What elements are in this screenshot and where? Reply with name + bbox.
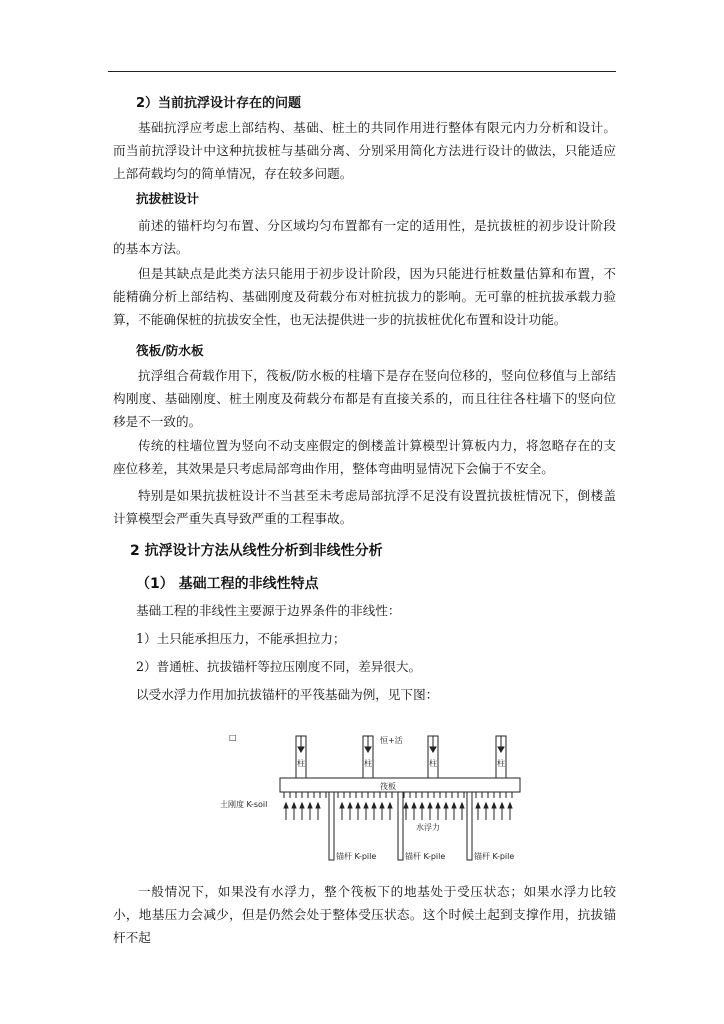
paragraph-6: 特别是如果抗拔桩设计不当甚至未考虑局部抗浮不足没有设置抗拔桩情况下，倒楼盖计算模型会严重失真导致严重的工程事故。 bbox=[113, 488, 616, 526]
water-arrow bbox=[412, 803, 416, 820]
paragraph-9: 一般情况下，如果没有水浮力，整个筏板下的地基处于受压状态；如果水浮力比较小，地基压力会减少，但是仍然会处于整体受压状态。这个时候土起到支撑作用，抗拔锚杆不起 bbox=[113, 884, 616, 945]
water-arrow bbox=[372, 803, 376, 820]
water-arrow bbox=[340, 803, 344, 820]
paragraph-7: 基础工程的非线性主要源于边界条件的非线性： bbox=[136, 603, 401, 618]
anchor-label-3: 锚杆 K-pile bbox=[474, 852, 515, 861]
water-arrow bbox=[452, 803, 456, 820]
heading-2: 2 抗浮设计方法从线性分析到非线性分析 bbox=[130, 543, 383, 559]
water-arrow bbox=[356, 803, 360, 820]
raft-slab bbox=[280, 778, 520, 792]
figure-marker: □ bbox=[229, 733, 237, 742]
paragraph-2: 前述的锚杆均匀布置、分区域均匀布置都有一定的适用性，是抗拔桩的初步设计阶段的基本方法。 bbox=[113, 218, 616, 256]
list-item-2: 2）普通桩、抗拔锚杆等拉压刚度不同，差异很大。 bbox=[136, 659, 422, 674]
heading-3: （1） 基础工程的非线性特点 bbox=[136, 576, 319, 592]
anchors bbox=[329, 792, 472, 860]
water-arrow bbox=[348, 803, 352, 820]
water-arrow bbox=[300, 803, 304, 820]
water-arrow bbox=[316, 803, 320, 820]
subheading-raft: 筏板/防水板 bbox=[136, 343, 204, 358]
water-arrow bbox=[420, 803, 424, 820]
column-label-2: 柱 bbox=[364, 759, 372, 768]
water-arrow bbox=[484, 803, 488, 820]
water-arrow bbox=[388, 803, 392, 820]
paragraph-5: 传统的柱墙位置为竖向不动支座假定的倒楼盖计算模型计算板内力，将忽略存在的支座位移差，其效果是只考虑局部弯曲作用，整体弯曲明显情况下会偏于不安全。 bbox=[113, 438, 616, 476]
paragraph-4: 抗浮组合荷载作用下，筏板/防水板的柱墙下是存在竖向位移的，竖向位移值与上部结构刚度、基础刚度、桩土刚度及荷载分布都是有直接关系的，而且往往各柱墙下的竖向位移是不一致的。 bbox=[113, 368, 616, 429]
header-rule bbox=[108, 71, 616, 72]
load-label: 恒+活 bbox=[380, 736, 403, 745]
section-heading: 2）当前抗浮设计存在的问题 bbox=[136, 96, 302, 111]
water-arrow bbox=[364, 803, 368, 820]
water-arrow bbox=[308, 803, 312, 820]
anchor-label-2: 锚杆 K-pile bbox=[405, 852, 446, 861]
water-arrow bbox=[460, 803, 464, 820]
water-arrow bbox=[292, 803, 296, 820]
water-arrow bbox=[428, 803, 432, 820]
raft-label: 筏板 bbox=[380, 782, 396, 791]
column-label-1: 柱 bbox=[297, 759, 305, 768]
water-arrow bbox=[500, 803, 504, 820]
water-arrow bbox=[284, 803, 288, 820]
water-arrow bbox=[444, 803, 448, 820]
water-arrow bbox=[380, 803, 384, 820]
water-arrow bbox=[404, 803, 408, 820]
column-label-3: 柱 bbox=[429, 759, 437, 768]
water-pressure-label: 水浮力 bbox=[416, 823, 440, 832]
raft-foundation-diagram bbox=[220, 728, 530, 868]
water-arrow bbox=[508, 803, 512, 820]
list-item-1: 1）土只能承担压力，不能承担拉力； bbox=[136, 631, 346, 646]
water-arrow bbox=[492, 803, 496, 820]
soil-stiffness-label: 土刚度 K-soil bbox=[220, 800, 268, 809]
subheading-uplift-pile: 抗拔桩设计 bbox=[136, 191, 199, 206]
column-label-4: 柱 bbox=[497, 759, 505, 768]
paragraph-8: 以受水浮力作用加抗拔锚杆的平筏基础为例，见下图： bbox=[136, 687, 439, 702]
water-arrow bbox=[476, 803, 480, 820]
anchor-label-1: 锚杆 K-pile bbox=[336, 852, 377, 861]
water-arrow bbox=[436, 803, 440, 820]
paragraph-3: 但是其缺点是此类方法只能用于初步设计阶段，因为只能进行桩数量估算和布置，不能精确分析上部结构、基础刚度及荷载分布对桩抗拔力的影响。无可靠的桩抗拔承载力验算，不能确保桩的抗拔安全性，也无法提供进一步的抗拔桩优化布置和设计功能。 bbox=[113, 266, 616, 327]
paragraph-1: 基础抗浮应考虑上部结构、基础、桩土的共同作用进行整体有限元内力分析和设计。而当前抗浮设计中这种抗拔桩与基础分离、分别采用简化方法进行设计的做法，只能适应上部荷载均匀的简单情况，存在较多问题。 bbox=[113, 120, 616, 181]
